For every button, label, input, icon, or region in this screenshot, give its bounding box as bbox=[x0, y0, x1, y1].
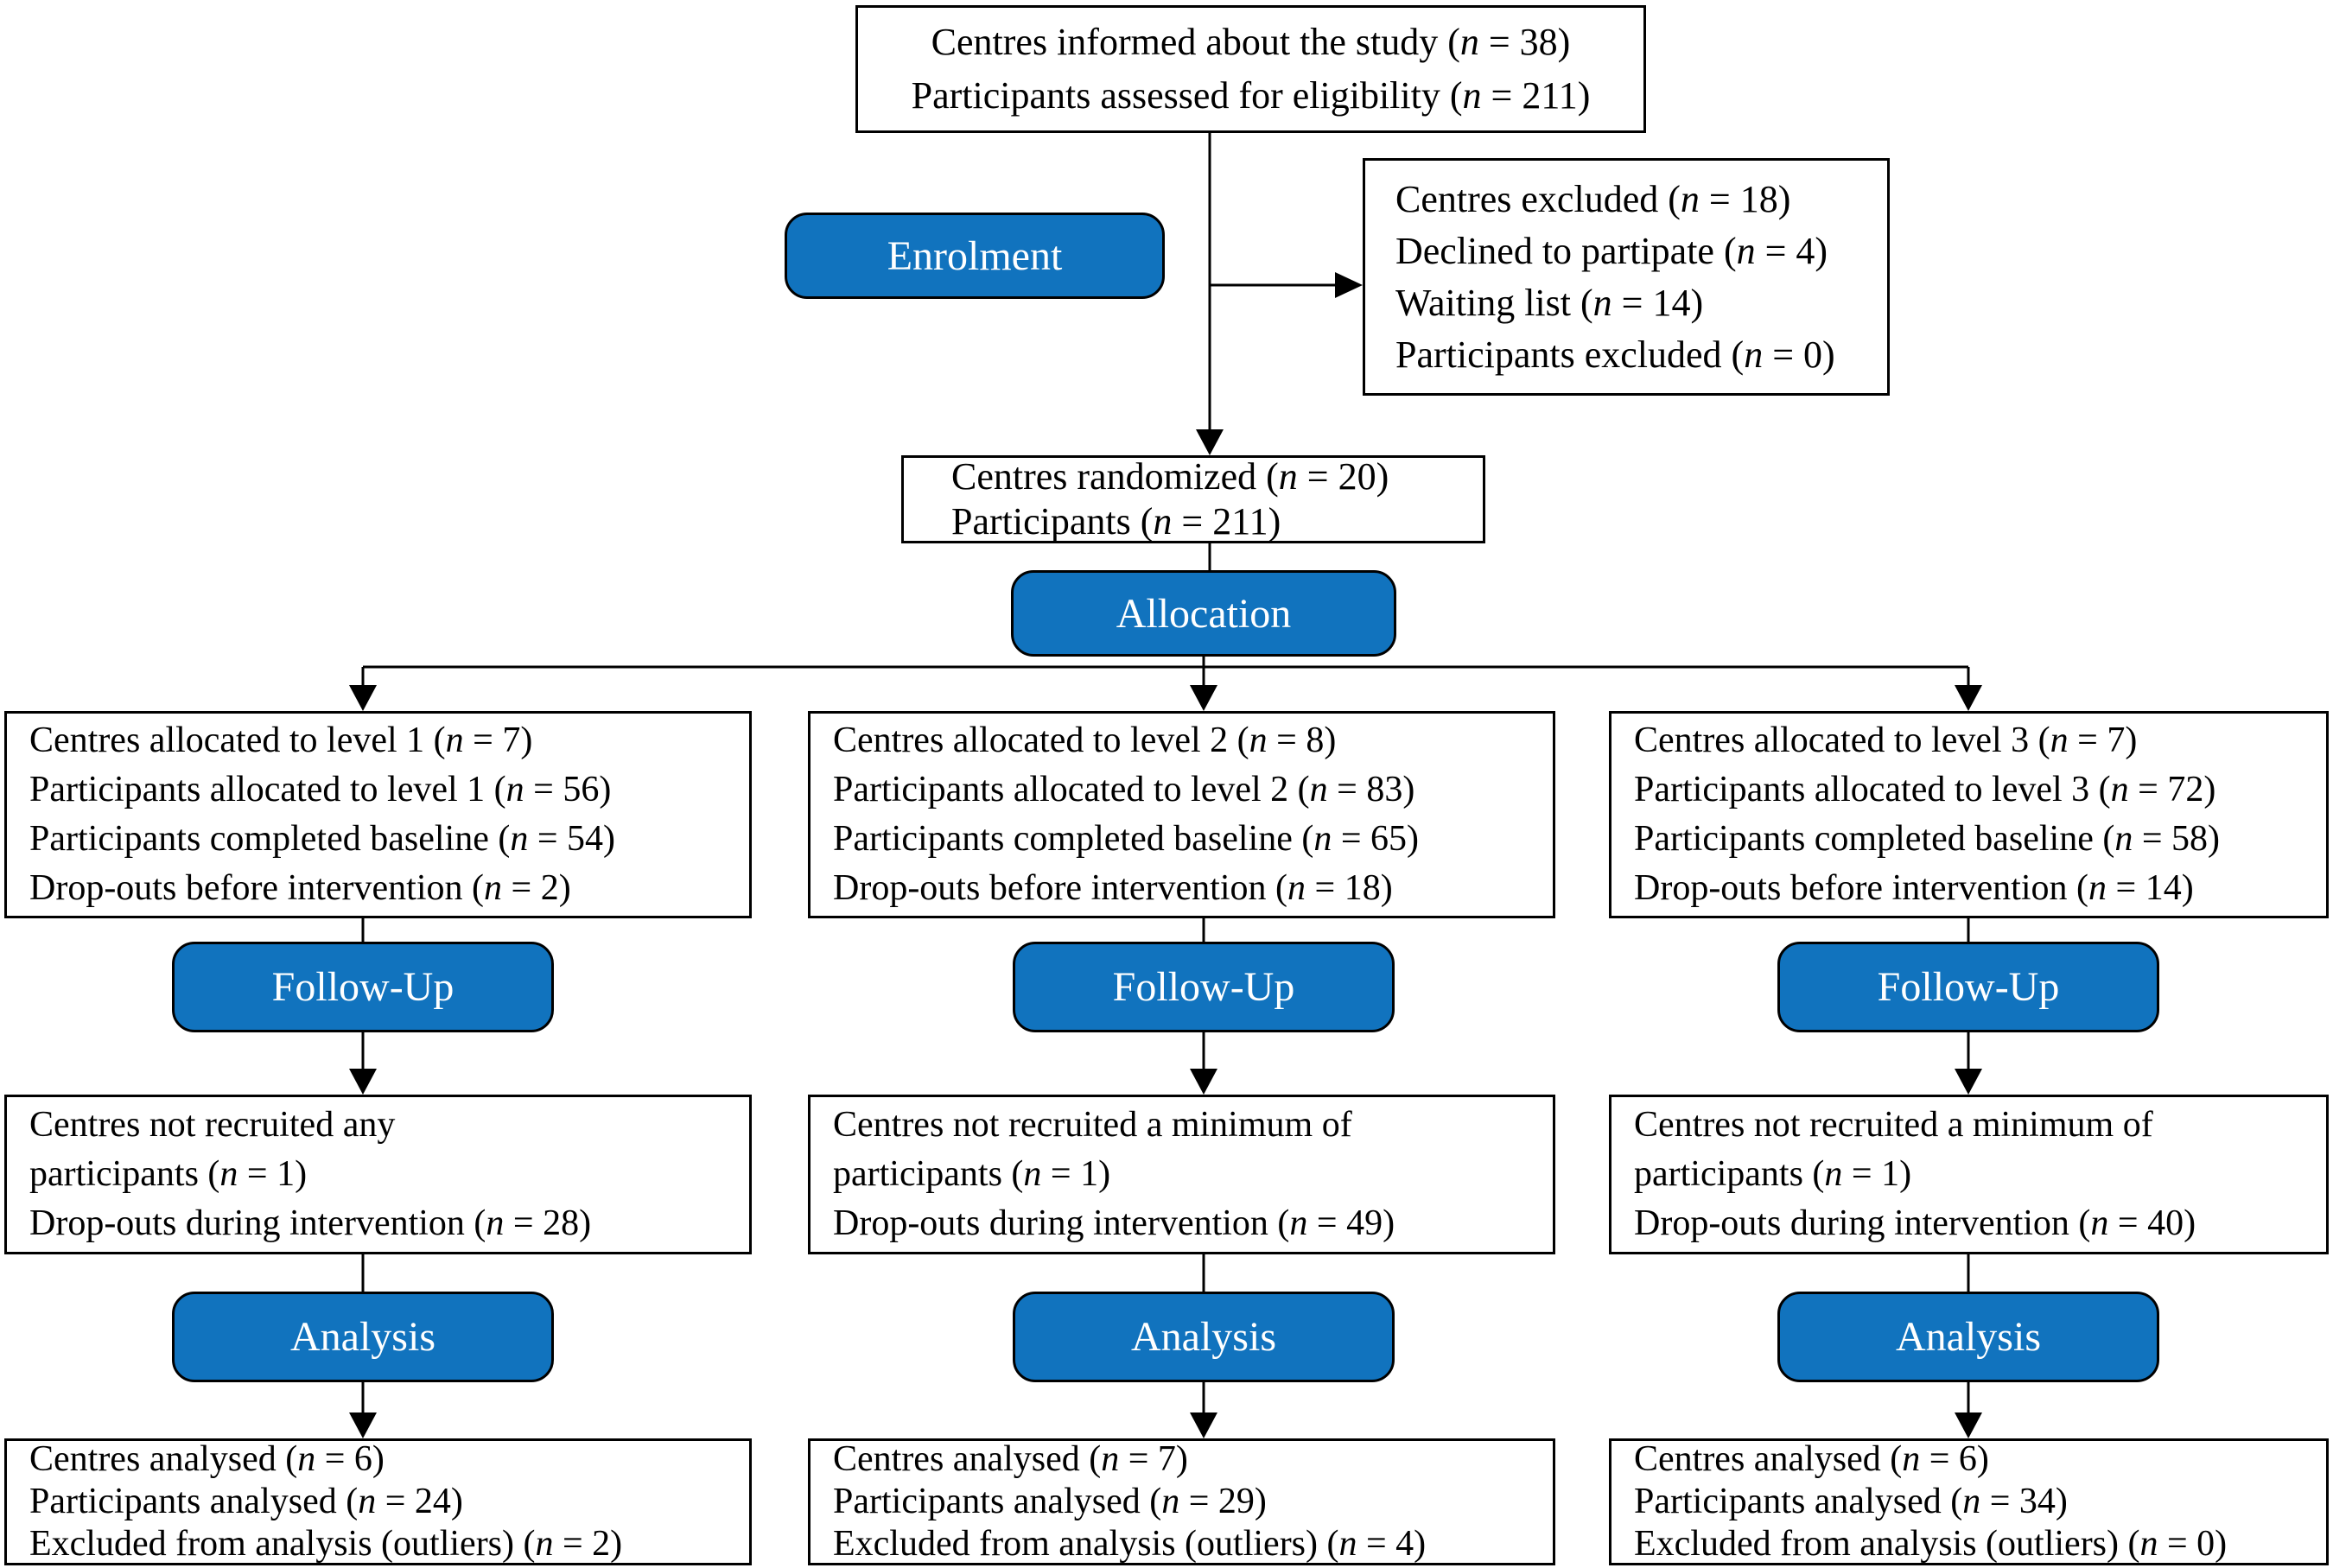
box-line: participants (n = 1) bbox=[1634, 1154, 1912, 1194]
box-line: Drop-outs before intervention (n = 14) bbox=[1634, 868, 2194, 908]
box-line: Centres not recruited a minimum of bbox=[1634, 1105, 2153, 1145]
box-line: Centres informed about the study (n = 38) bbox=[931, 21, 1571, 63]
analysis-stage-pill-level-2 bbox=[1013, 1292, 1395, 1382]
stage-label: Analysis bbox=[1131, 1314, 1276, 1360]
excluded-box bbox=[1363, 158, 1890, 396]
stage-label: Analysis bbox=[1896, 1314, 2041, 1360]
box-line: Centres analysed (n = 6) bbox=[29, 1439, 385, 1479]
box-line: Participants completed baseline (n = 65) bbox=[833, 819, 1420, 859]
allocation-box-level-3 bbox=[1609, 711, 2329, 918]
enrolment-stage-pill bbox=[785, 213, 1165, 299]
box-line: Excluded from analysis (outliers) (n = 2) bbox=[29, 1524, 623, 1564]
box-line: Centres randomized (n = 20) bbox=[951, 455, 1389, 498]
stage-label: Analysis bbox=[290, 1314, 435, 1360]
box-line: Drop-outs during intervention (n = 28) bbox=[29, 1203, 592, 1243]
stage-label: Follow-Up bbox=[271, 964, 455, 1010]
followup-stage-pill-level-3 bbox=[1777, 942, 2159, 1032]
top-box bbox=[855, 5, 1646, 133]
followup-box-level-3 bbox=[1609, 1095, 2329, 1254]
box-line: Centres allocated to level 3 (n = 7) bbox=[1634, 721, 2138, 760]
box-line: Centres excluded (n = 18) bbox=[1395, 177, 1791, 220]
box-line: Participants completed baseline (n = 54) bbox=[29, 819, 616, 859]
randomized-box bbox=[901, 455, 1485, 543]
analysis-stage-pill-level-3 bbox=[1777, 1292, 2159, 1382]
box-line: Centres not recruited a minimum of bbox=[833, 1105, 1352, 1145]
followup-stage-pill-level-2 bbox=[1013, 942, 1395, 1032]
box-line: Drop-outs during intervention (n = 40) bbox=[1634, 1203, 2196, 1243]
box-line: participants (n = 1) bbox=[29, 1154, 308, 1194]
analysis-stage-pill-level-1 bbox=[172, 1292, 554, 1382]
box-line: Centres not recruited any bbox=[29, 1105, 396, 1145]
box-line: Participants analysed (n = 29) bbox=[833, 1482, 1267, 1521]
box-line: Participants excluded (n = 0) bbox=[1395, 333, 1835, 376]
box-line: Participants allocated to level 3 (n = 72) bbox=[1634, 770, 2216, 809]
followup-stage-pill-level-1 bbox=[172, 942, 554, 1032]
analysis-box-level-3 bbox=[1609, 1438, 2329, 1565]
box-line: participants (n = 1) bbox=[833, 1154, 1111, 1194]
box-line: Participants analysed (n = 34) bbox=[1634, 1482, 2068, 1521]
box-line: Excluded from analysis (outliers) (n = 4) bbox=[833, 1524, 1427, 1564]
analysis-box-level-2 bbox=[808, 1438, 1555, 1565]
box-line: Excluded from analysis (outliers) (n = 0) bbox=[1634, 1524, 2228, 1564]
analysis-box-level-1 bbox=[4, 1438, 752, 1565]
box-line: Participants completed baseline (n = 58) bbox=[1634, 819, 2221, 859]
box-line: Participants analysed (n = 24) bbox=[29, 1482, 463, 1521]
stage-label: Enrolment bbox=[887, 232, 1063, 279]
box-line: Drop-outs during intervention (n = 49) bbox=[833, 1203, 1395, 1243]
stage-label: Follow-Up bbox=[1112, 964, 1295, 1010]
box-line: Declined to partipate (n = 4) bbox=[1395, 229, 1828, 272]
box-line: Centres analysed (n = 7) bbox=[833, 1439, 1188, 1479]
box-line: Participants allocated to level 2 (n = 83) bbox=[833, 770, 1415, 809]
box-line: Drop-outs before intervention (n = 2) bbox=[29, 868, 571, 908]
box-line: Centres analysed (n = 6) bbox=[1634, 1439, 1989, 1479]
allocation-box-level-1 bbox=[4, 711, 752, 918]
followup-box-level-2 bbox=[808, 1095, 1555, 1254]
box-line: Centres allocated to level 1 (n = 7) bbox=[29, 721, 533, 760]
stage-label: Follow-Up bbox=[1877, 964, 2060, 1010]
box-line: Centres allocated to level 2 (n = 8) bbox=[833, 721, 1337, 760]
box-line: Participants assessed for eligibility (n = 211) bbox=[911, 74, 1591, 117]
box-line: Drop-outs before intervention (n = 18) bbox=[833, 868, 1393, 908]
stage-label: Allocation bbox=[1116, 590, 1292, 637]
followup-box-level-1 bbox=[4, 1095, 752, 1254]
box-line: Participants (n = 211) bbox=[951, 500, 1281, 543]
allocation-box-level-2 bbox=[808, 711, 1555, 918]
box-line: Waiting list (n = 14) bbox=[1395, 281, 1704, 324]
allocation-stage-pill bbox=[1011, 570, 1396, 657]
box-line: Participants allocated to level 1 (n = 56) bbox=[29, 770, 612, 809]
